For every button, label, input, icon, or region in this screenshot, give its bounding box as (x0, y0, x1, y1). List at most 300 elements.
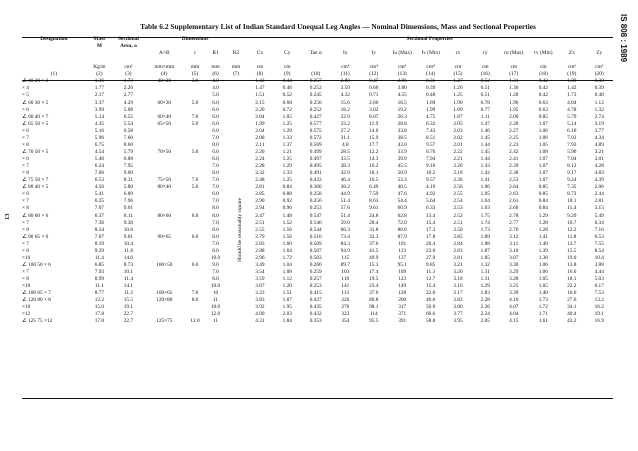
column-number: (7) (232, 71, 240, 78)
value-cell: 8.19 (94, 240, 105, 247)
column-unit: cm (481, 64, 489, 71)
value-cell: 2.60 (369, 99, 379, 106)
value-cell (144, 156, 185, 163)
designation-cell: ∠ 80 40 × 5 (22, 184, 49, 191)
value-cell: 149 (398, 283, 407, 290)
value-cell: 1.07 (538, 156, 548, 163)
value-cell: 1.72 (282, 254, 292, 261)
value-cell: 1.33 (282, 170, 292, 177)
value-cell: 0.415 (309, 290, 322, 297)
symbol-row (22, 50, 613, 57)
value-cell: 39.9 (397, 156, 407, 163)
value-cell (185, 283, 205, 290)
column-unit: mm (190, 64, 200, 71)
value-cell: 2.42 (509, 148, 519, 155)
designation-cell: ×12 (22, 311, 31, 318)
value-cell: 1.60 (282, 240, 292, 247)
value-cell: 2.85 (453, 233, 463, 240)
value-cell: 15.4 (426, 283, 436, 290)
value-cell: 1.73 (123, 78, 134, 85)
designation-cell: × 6 (22, 106, 29, 113)
value-cell: 100×50 (156, 261, 173, 268)
table-row (22, 85, 613, 92)
value-cell: 1.88 (480, 240, 490, 247)
value-cell: 15.0 (94, 304, 105, 311)
designation-cell: ∠ 90 65 × 6 (22, 233, 49, 240)
value-cell: 0.495 (309, 163, 322, 170)
table-row (22, 177, 613, 184)
value-cell: 13.7 (567, 240, 577, 247)
value-cell: 260 (398, 297, 407, 304)
value-cell: 2.25 (509, 134, 519, 141)
value-cell: 6.0 (191, 212, 199, 219)
value-cell: 28.4 (369, 219, 379, 226)
value-cell: 1.64 (282, 247, 292, 254)
value-cell: 17.8 (426, 233, 436, 240)
value-cell: 4.15 (509, 318, 519, 325)
value-cell: 141 (341, 283, 350, 290)
value-cell: 62.8 (397, 212, 407, 219)
value-cell: 7.07 (94, 205, 105, 212)
value-cell: 1.44 (480, 141, 490, 148)
value-cell: 8.0 (212, 141, 219, 148)
value-cell: 6.33 (426, 205, 436, 212)
value-cell: 10.7 (567, 219, 577, 226)
column-number: (12) (369, 71, 379, 78)
value-cell: 3.25 (509, 283, 519, 290)
value-cell: 9.57 (426, 177, 436, 184)
value-cell: 7.0 (212, 184, 219, 191)
value-cell: 49.9 (369, 254, 379, 261)
value-cell: 3.21 (453, 261, 463, 268)
designation-cell: × 7 (22, 269, 29, 276)
value-cell: 1.99 (255, 120, 265, 127)
value-cell: 40×20 (157, 78, 172, 85)
column-symbol: R1 (212, 50, 219, 57)
value-cell: 32.3 (369, 233, 379, 240)
value-cell: 3.59 (255, 276, 265, 283)
mass-symbol: M (96, 43, 102, 50)
value-cell: 0.245 (309, 92, 322, 99)
designation-cell: × 5 (22, 92, 29, 99)
value-cell: 6.25 (94, 198, 105, 205)
value-cell: 2.85 (255, 191, 265, 198)
value-cell: 6.37 (94, 212, 105, 219)
value-cell: 1.42 (255, 78, 265, 85)
table-row (22, 78, 613, 85)
value-cell: 0.433 (309, 177, 322, 184)
value-cell: 1.71 (538, 311, 548, 318)
value-cell: 2.55 (255, 226, 265, 233)
value-cell: 0.48 (594, 92, 604, 99)
value-cell: 7.93 (567, 141, 577, 148)
value-cell: 1.56 (282, 226, 292, 233)
value-cell (185, 198, 205, 205)
value-cell: 0.257 (309, 78, 322, 85)
value-cell: 3.39 (509, 290, 519, 297)
value-cell (226, 191, 247, 198)
column-unit: mm (231, 64, 241, 71)
value-cell: 1.06 (480, 184, 490, 191)
value-cell: 5.41 (94, 191, 105, 198)
value-cell: 4.07 (509, 304, 519, 311)
value-cell (226, 269, 247, 276)
table-row (22, 283, 613, 290)
value-cell: 1.45 (480, 148, 490, 155)
value-cell: 0.30 (594, 78, 604, 85)
area-heading-line2: Area, a (120, 43, 137, 50)
value-cell: 5.0 (212, 92, 219, 99)
value-cell: 1.75 (480, 212, 490, 219)
value-cell: 9.00 (123, 170, 134, 177)
value-cell: 7.07 (94, 233, 105, 240)
value-cell (226, 100, 247, 107)
value-cell: 1.07 (538, 170, 548, 177)
value-cell: 80×60 (157, 212, 172, 219)
value-cell: 2.51 (453, 219, 463, 226)
column-symbol: Cy (284, 50, 291, 57)
value-cell: 98.1 (369, 304, 379, 311)
value-cell: 10.0 (210, 283, 221, 290)
value-cell: 4.54 (94, 148, 105, 155)
designation-cell: ∠ 100 65 × 7 (22, 290, 51, 297)
value-cell: 11.1 (94, 283, 104, 290)
value-cell: 2.26 (480, 304, 490, 311)
value-cell: 8.77 (94, 290, 105, 297)
value-cell: 1.07 (538, 177, 548, 184)
value-cell: 5.0 (191, 99, 199, 106)
table-row (22, 290, 613, 297)
column-number: (4) (161, 71, 168, 78)
value-cell: 5.40 (94, 156, 105, 163)
value-cell: 2.52 (453, 212, 463, 219)
value-cell: 0.435 (309, 304, 322, 311)
value-cell: 2.77 (509, 219, 519, 226)
value-cell: 2.24 (255, 156, 265, 163)
value-cell: 6.0 (212, 148, 219, 155)
value-cell: 22.2 (567, 283, 577, 290)
value-cell: 7.53 (594, 290, 604, 297)
table-row (22, 255, 613, 262)
value-cell (226, 248, 247, 255)
column-symbol: ry (483, 50, 488, 57)
value-cell: 3.59 (340, 85, 350, 92)
value-cell: 1.99 (426, 106, 436, 113)
value-cell: 3.02 (369, 106, 379, 113)
column-symbol: ru (Max) (504, 50, 524, 57)
value-cell: 7.36 (94, 219, 105, 226)
column-unit (301, 64, 331, 71)
table-row (22, 304, 613, 311)
value-cell (226, 276, 247, 283)
column-symbol: Iy (371, 50, 376, 57)
value-cell: 5.14 (94, 113, 105, 120)
value-cell: 11.8 (123, 247, 133, 254)
vertical-note: Should be reasonably square (237, 197, 243, 263)
value-cell: 0.432 (309, 311, 322, 318)
value-cell: 6.0 (191, 233, 199, 240)
value-cell: 1.47 (480, 120, 490, 127)
table-row (22, 163, 613, 170)
value-cell: 19.1 (123, 304, 134, 311)
value-cell: 4.56 (94, 184, 105, 191)
value-cell: 4.35 (94, 120, 105, 127)
value-cell: 7.35 (567, 184, 577, 191)
value-cell: 1.83 (480, 290, 490, 297)
value-cell: 22.9 (340, 113, 350, 120)
value-cell: 3.07 (509, 254, 519, 261)
column-number: (3) (125, 71, 132, 78)
value-cell: 4.0 (212, 85, 219, 92)
value-cell: 11.2 (123, 290, 133, 297)
value-cell: 2.83 (453, 247, 463, 254)
value-cell (226, 311, 247, 318)
value-cell: 16.5 (397, 99, 407, 106)
value-cell: 2.05 (480, 318, 490, 325)
column-unit: Kg/m (93, 64, 106, 71)
value-cell: 95.5 (369, 318, 379, 325)
value-cell: 4.92 (426, 191, 436, 198)
table-row (22, 121, 613, 128)
value-cell: 0.48 (426, 92, 436, 99)
value-cell: 9.17 (567, 170, 577, 177)
column-symbol: Zx (568, 50, 575, 57)
value-cell: 0.31 (426, 78, 436, 85)
value-cell: 2.20 (255, 148, 265, 155)
table-row (22, 128, 613, 135)
value-cell: 2.51 (255, 219, 265, 226)
value-cell: 4.19 (426, 184, 436, 191)
value-cell (144, 85, 185, 92)
value-cell: 0.52 (480, 78, 490, 85)
table-row (22, 297, 613, 304)
value-cell (185, 107, 205, 114)
value-cell: 137 (398, 254, 407, 261)
value-cell: 60×30 (157, 99, 172, 106)
value-cell: 0.39 (594, 85, 604, 92)
value-cell: 0.51 (480, 92, 490, 99)
value-cell: 1.74 (480, 219, 490, 226)
value-cell (226, 85, 247, 92)
value-cell (226, 170, 247, 177)
value-cell: 2.36 (453, 177, 463, 184)
value-cell: 13.2 (594, 297, 604, 304)
value-cell: 1.77 (94, 85, 105, 92)
value-cell: 0.253 (309, 205, 322, 212)
value-cell: 3.67 (255, 283, 265, 290)
value-cell: 40.4 (567, 311, 577, 318)
value-cell: 6.24 (94, 163, 105, 170)
value-cell: 7.96 (123, 198, 134, 205)
value-cell: 2.03 (282, 311, 292, 318)
value-cell: 0.252 (309, 85, 322, 92)
table-row (22, 276, 613, 283)
value-cell: 8.99 (94, 276, 105, 283)
value-cell: 66.6 (426, 311, 436, 318)
designation-cell: ×10 (22, 304, 31, 311)
value-cell: 103 (341, 269, 350, 276)
value-cell: 1.29 (282, 127, 292, 134)
value-cell: 80.8 (369, 297, 379, 304)
value-cell: 9.10 (426, 163, 436, 170)
column-number: (19) (567, 71, 577, 78)
value-cell: 60×40 (157, 113, 172, 120)
value-cell: 6.0 (212, 191, 219, 198)
value-cell (185, 276, 205, 283)
value-cell: 1.08 (538, 148, 548, 155)
value-cell: 1.26 (453, 85, 463, 92)
value-cell: 4.04 (567, 99, 577, 106)
value-cell: 1.33 (282, 134, 292, 141)
value-cell: 7.93 (94, 269, 105, 276)
value-cell (144, 311, 185, 318)
value-cell: 8.51 (426, 134, 436, 141)
column-symbol: Iv (Min) (421, 50, 440, 57)
designation-cell: ∠ 60 40 × 7 (22, 113, 49, 120)
value-cell: 1.40 (538, 240, 548, 247)
table-row (22, 170, 613, 177)
value-cell: 14.1 (123, 283, 134, 290)
value-cell: 38.2 (340, 184, 350, 191)
value-cell: 0.360 (309, 184, 322, 191)
value-cell: 128 (398, 290, 407, 297)
value-cell: 2.78 (509, 212, 519, 219)
value-cell: 0.42 (538, 85, 548, 92)
column-number: (6) (212, 71, 219, 78)
value-cell (144, 205, 185, 212)
value-cell: 391 (398, 318, 407, 325)
bottom-rule (22, 398, 613, 399)
column-unit: cm⁴ (341, 64, 350, 71)
value-cell: 17.8 (94, 311, 105, 318)
value-cell: 1.04 (480, 198, 490, 205)
column-number: (9) (284, 71, 291, 78)
value-cell: 10.4 (594, 254, 604, 261)
value-cell: 4.10 (509, 297, 519, 304)
column-number: (20) (594, 71, 604, 78)
value-cell (226, 92, 247, 99)
designation-cell: × 7 (22, 219, 29, 226)
value-cell: 1.52 (282, 219, 292, 226)
value-cell: 95.1 (397, 261, 407, 268)
value-cell (185, 248, 205, 255)
value-cell: 31.1 (340, 134, 350, 141)
designation-cell: × 4 (22, 85, 29, 92)
value-cell: 1.05 (538, 283, 548, 290)
value-cell: 6.0 (212, 120, 219, 127)
value-cell: 73.4 (340, 233, 350, 240)
value-cell: 1.85 (480, 254, 490, 261)
value-cell (226, 262, 247, 269)
designation-cell: × 8 (22, 276, 29, 283)
area-heading: Sectional (117, 36, 139, 42)
value-cell: 0.252 (309, 106, 322, 113)
value-cell: 2.28 (509, 120, 519, 127)
value-cell: 6.32 (426, 120, 436, 127)
column-number: (10) (311, 71, 321, 78)
value-cell: 9.01 (123, 205, 134, 212)
value-cell: 5.79 (123, 148, 134, 155)
value-cell: 46.4 (340, 177, 350, 184)
value-cell: 87.9 (397, 233, 407, 240)
header-group-row-2 (22, 43, 613, 50)
value-cell: 19.5 (369, 276, 379, 283)
table-row (22, 220, 613, 227)
value-cell: 0.497 (309, 156, 322, 163)
value-cell: 8.63 (369, 198, 379, 205)
value-cell: 65×50 (157, 120, 172, 127)
value-cell: 15.5 (567, 247, 577, 254)
table-row (22, 107, 613, 114)
value-cell: 2.81 (255, 184, 265, 191)
value-cell (226, 121, 247, 128)
column-unit: mm (211, 64, 220, 71)
value-cell: 14.3 (369, 156, 379, 163)
value-cell: 1.45 (480, 134, 490, 141)
value-cell: 17.3 (426, 226, 436, 233)
value-cell: 8.11 (123, 212, 133, 219)
value-cell: 16.2 (369, 163, 379, 170)
value-cell: 2.04 (255, 113, 265, 120)
value-cell: 2.74 (594, 113, 604, 120)
designation-cell: ∠ 120 80 × 8 (22, 297, 51, 304)
value-cell: 27.2 (340, 127, 350, 134)
value-cell: 3.28 (509, 276, 519, 283)
column-unit: cm (454, 64, 462, 71)
value-cell: 19.2 (397, 106, 407, 113)
value-cell: 1.38 (538, 254, 548, 261)
value-cell: 2.28 (480, 297, 490, 304)
value-cell: 4.28 (594, 163, 604, 170)
value-cell: 2.96 (255, 254, 265, 261)
value-cell: 28.5 (340, 148, 350, 155)
value-cell: 11.8 (567, 233, 577, 240)
value-cell: 354 (341, 318, 350, 325)
value-cell: 115 (341, 254, 350, 261)
designation-cell: × 8 (22, 205, 29, 212)
value-cell: 6.0 (212, 99, 219, 106)
value-cell: 1.07 (538, 163, 548, 170)
designation-cell: ∠ 125 75 ×12 (22, 318, 53, 325)
value-cell: 8.0 (212, 212, 219, 219)
value-cell: 41.5 (369, 247, 379, 254)
value-cell: 1.41 (480, 177, 490, 184)
value-cell: 3.23 (255, 290, 265, 297)
value-cell: 6.55 (123, 113, 134, 120)
value-cell: 3.83 (255, 297, 265, 304)
designation-cell: × 7 (22, 240, 29, 247)
designation-cell: × 8 (22, 226, 29, 233)
value-cell (226, 107, 247, 114)
value-cell: 2.53 (453, 205, 463, 212)
column-symbol (22, 50, 86, 57)
column-number: (16) (480, 71, 490, 78)
value-cell: 33.5 (340, 156, 350, 163)
value-cell: 1.51 (282, 290, 292, 297)
value-cell (185, 304, 205, 311)
value-cell: 5.03 (594, 276, 604, 283)
value-cell: 1.40 (538, 290, 548, 297)
value-cell: 0.569 (309, 141, 322, 148)
column-unit: cm (283, 64, 291, 71)
value-cell: 6.34 (594, 219, 604, 226)
value-cell (226, 198, 247, 205)
value-cell: 9.01 (123, 233, 134, 240)
value-cell: 3.20 (453, 269, 463, 276)
value-cell (185, 220, 205, 227)
table-row (22, 269, 613, 276)
table-row (22, 135, 613, 142)
